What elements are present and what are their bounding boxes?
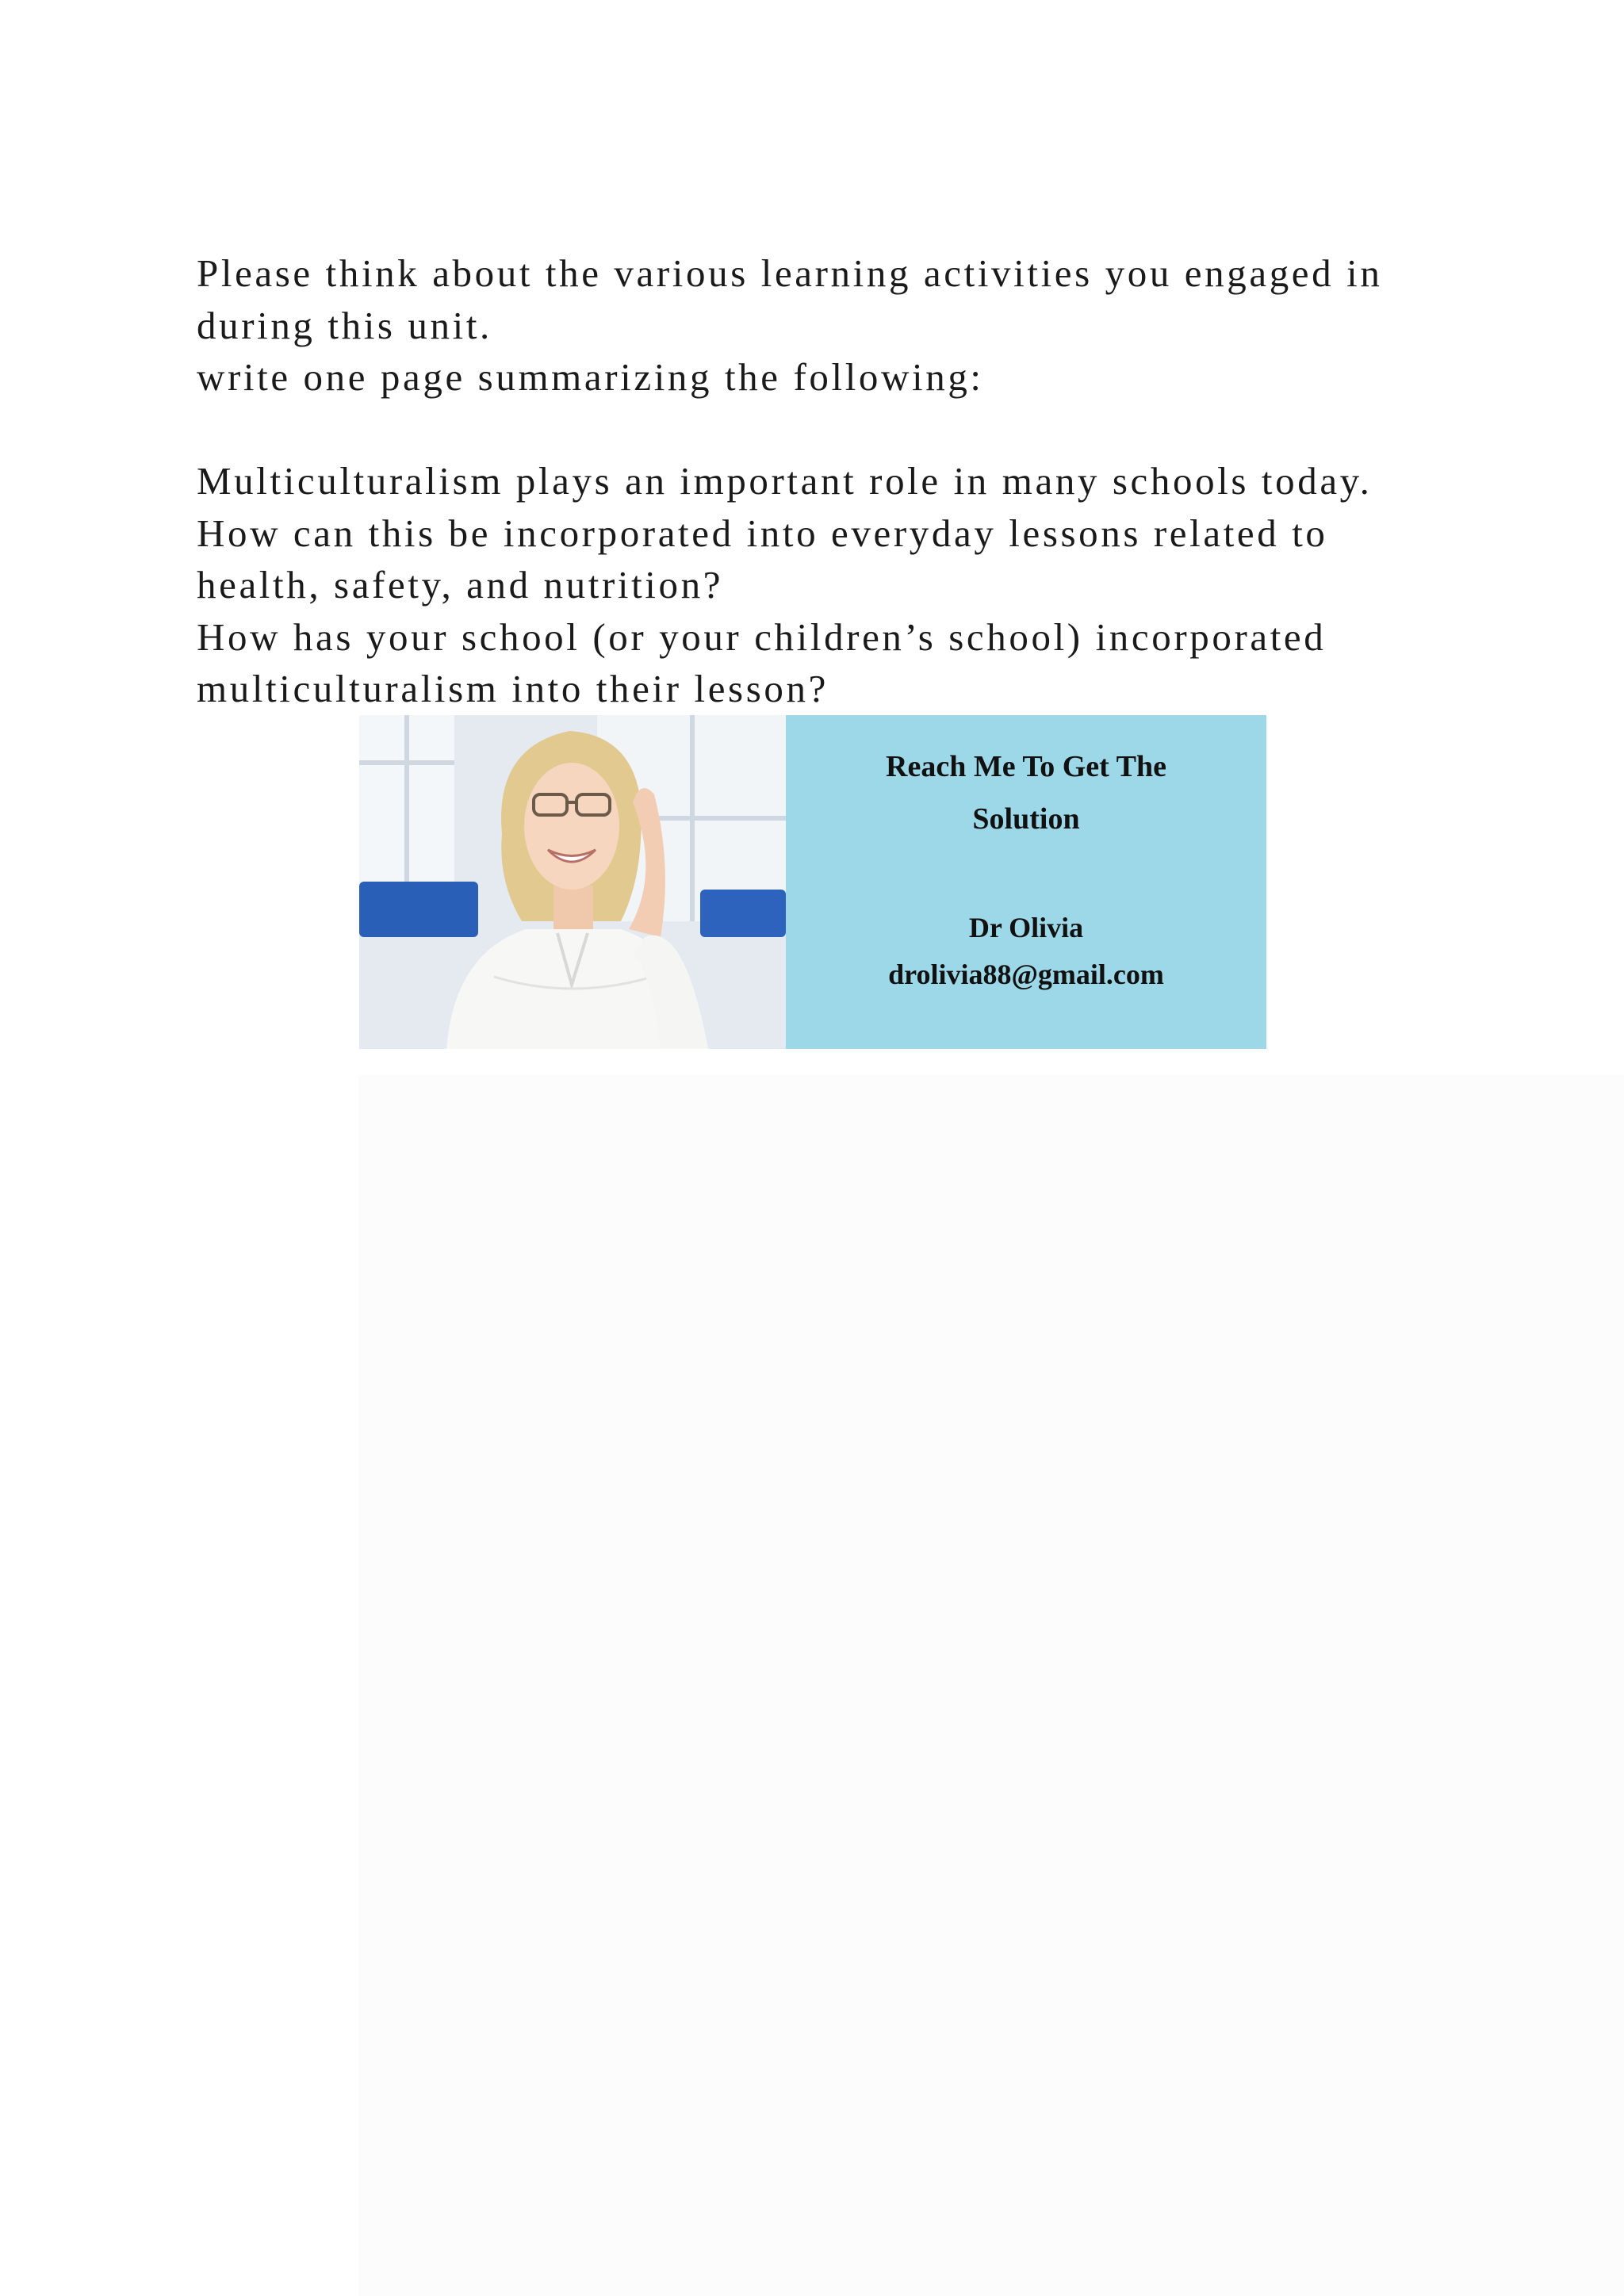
photo-illustration <box>359 715 786 1049</box>
prompt-line: multiculturalism into their lesson? <box>197 667 829 710</box>
smiling-woman-photo <box>359 715 786 1049</box>
prompt-line: during this unit. <box>197 303 492 347</box>
banner-heading-line: Solution <box>972 802 1080 836</box>
prompt-line: Please think about the various learning activities you engaged in <box>197 251 1383 295</box>
prompt-line: How can this be incorporated into everyday lessons related to <box>197 511 1328 555</box>
page-background-shade <box>358 1075 1624 2296</box>
assignment-prompt <box>197 247 1465 715</box>
prompt-line: health, safety, and nutrition? <box>197 563 724 607</box>
contact-name: Dr Olivia <box>968 912 1084 943</box>
contact-email: drolivia88@gmail.com <box>888 959 1164 990</box>
prompt-line: write one page summarizing the following: <box>197 355 984 399</box>
contact-banner <box>359 715 1266 1049</box>
contact-info-panel <box>786 715 1266 1049</box>
paragraph-spacer <box>197 404 1465 456</box>
banner-heading <box>786 740 1266 845</box>
banner-heading-line: Reach Me To Get The <box>886 750 1166 783</box>
prompt-line: Multiculturalism plays an important role in many schools today. <box>197 459 1373 503</box>
prompt-line: How has your school (or your children’s school) incorporated <box>197 614 1327 659</box>
